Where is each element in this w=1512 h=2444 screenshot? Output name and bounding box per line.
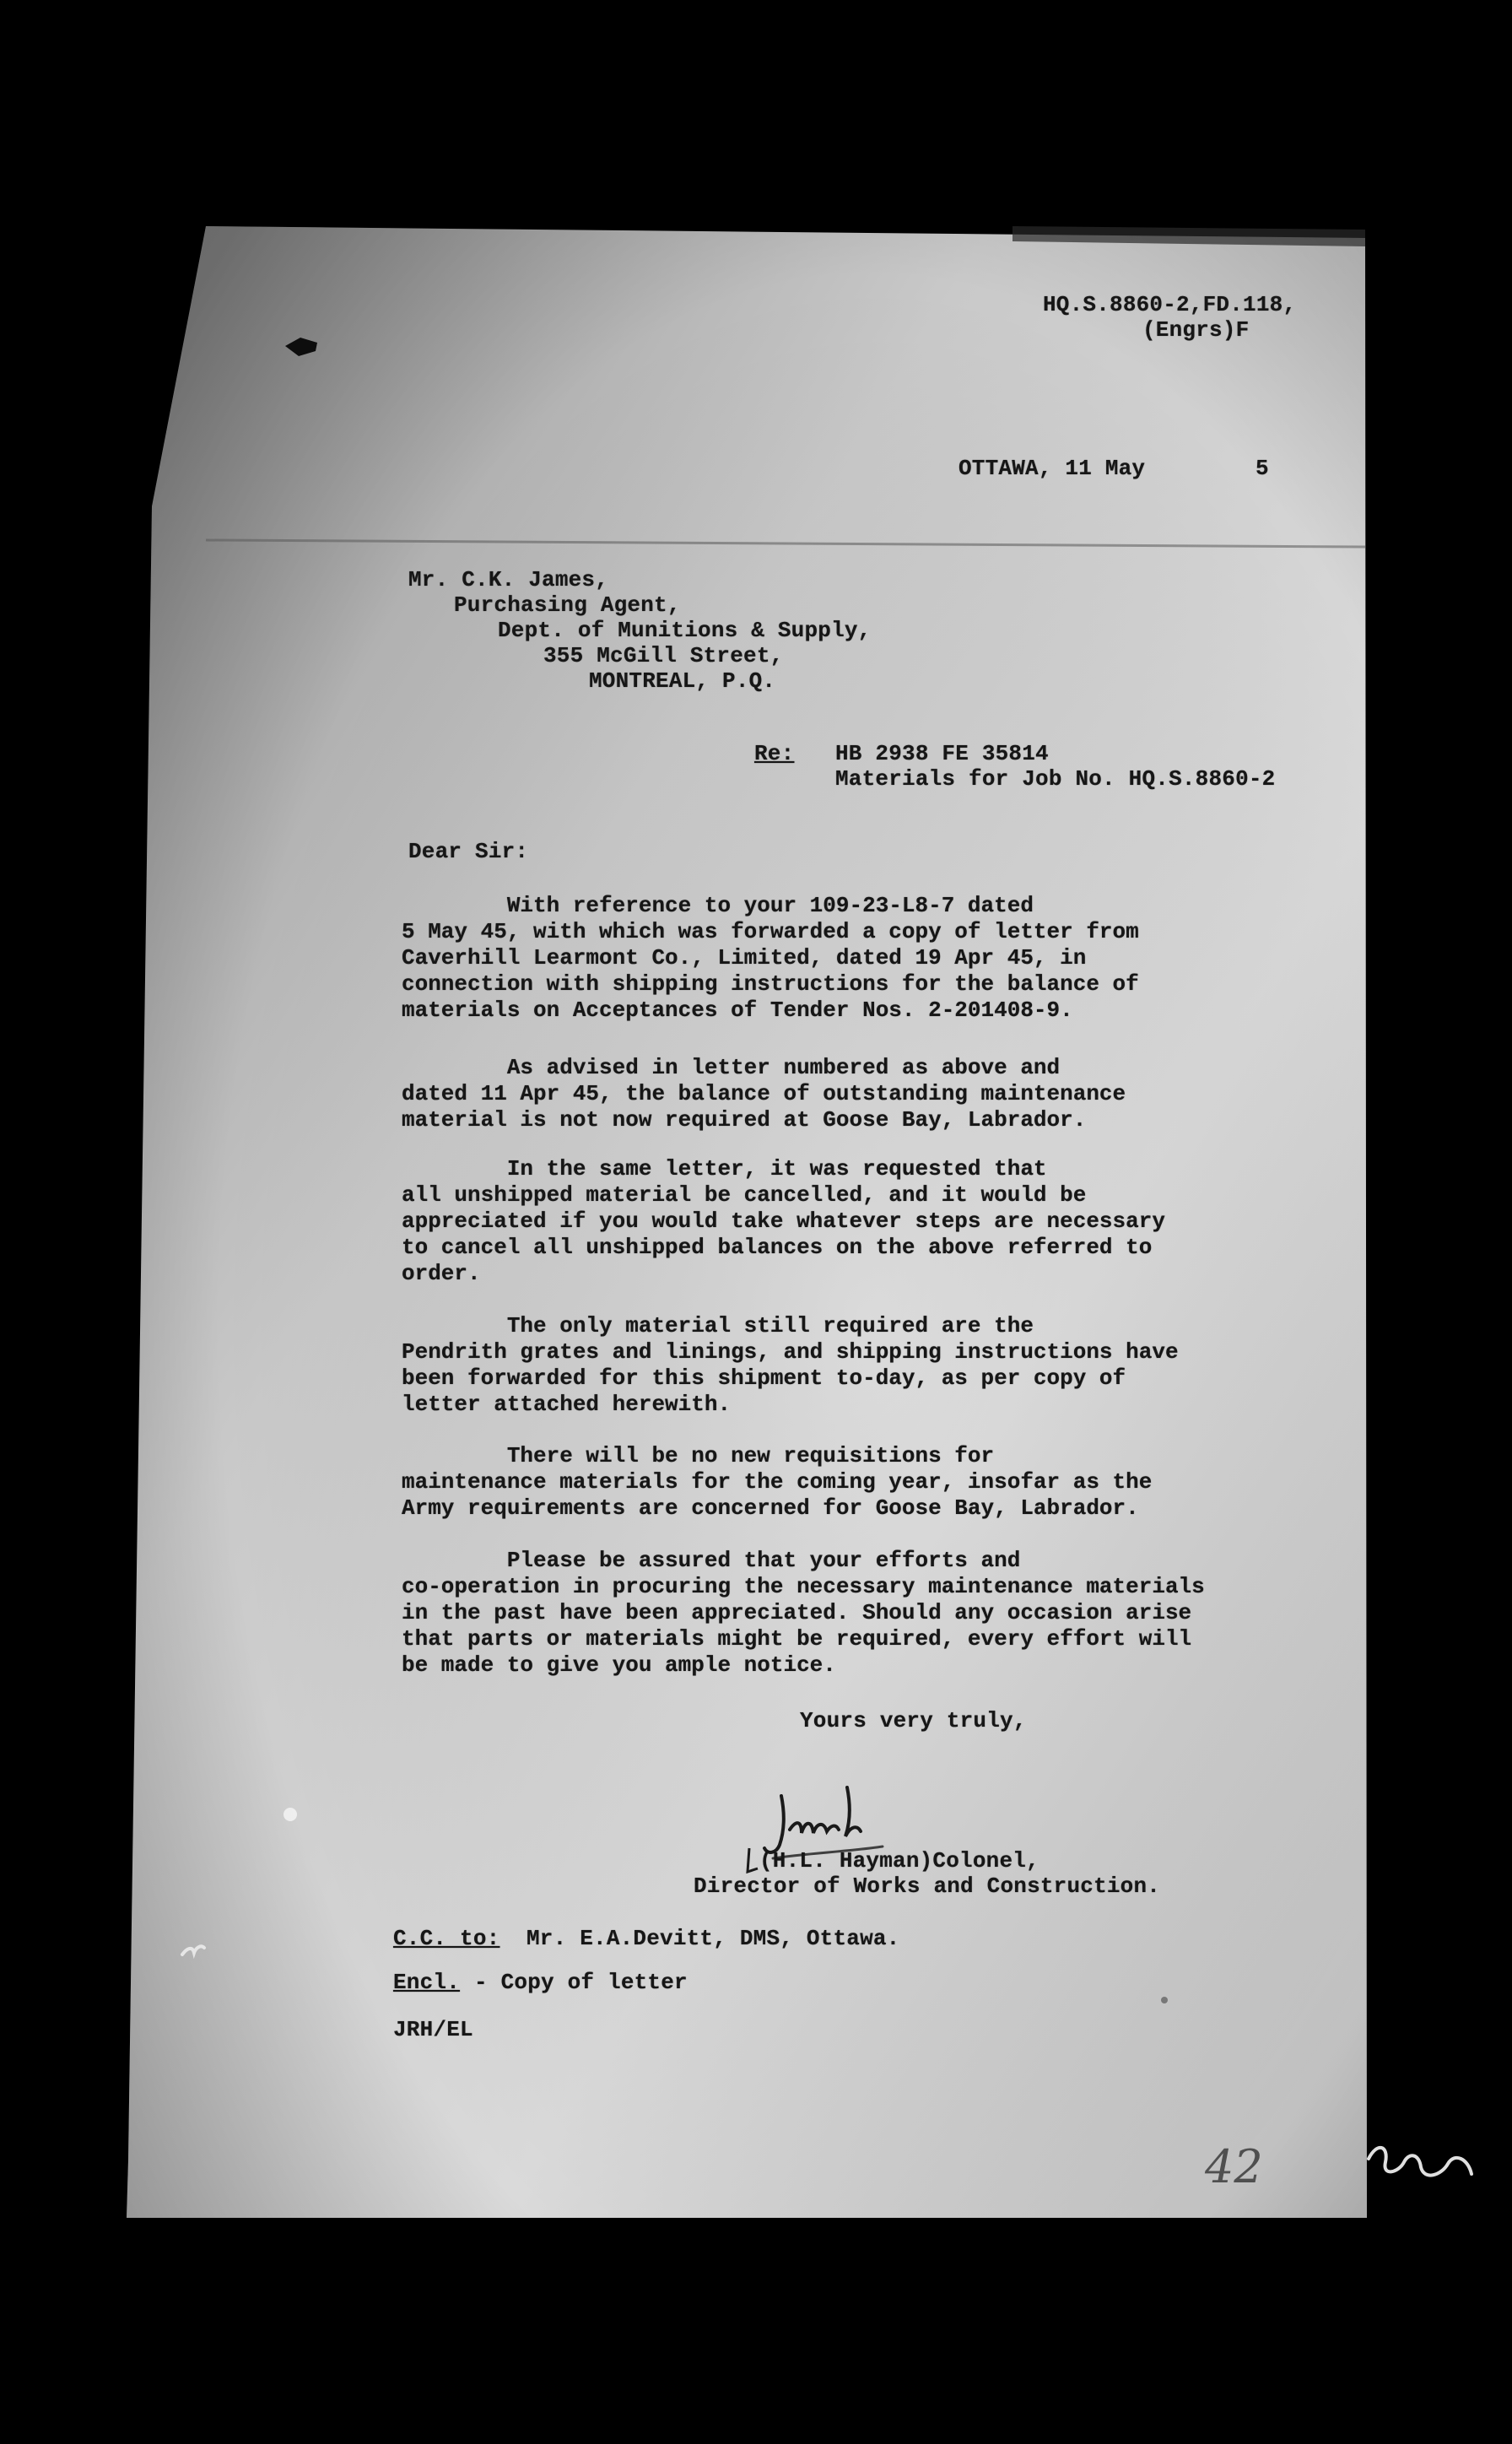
subject-materials: Materials for Job No. HQ.S.8860-2 xyxy=(835,766,1276,792)
punch-mark-icon xyxy=(284,334,321,364)
place-date: OTTAWA, 11 May xyxy=(958,456,1146,481)
body-line: With reference to your 109-23-L8-7 dated xyxy=(402,893,1034,918)
body-line: connection with shipping instructions for the balance of xyxy=(402,971,1139,997)
body-line: Pendrith grates and linings, and shipping instructions have xyxy=(402,1339,1179,1365)
margin-checkmark xyxy=(179,1939,208,1969)
body-paragraph-5 xyxy=(402,1443,1313,1522)
body-line: been forwarded for this shipment to-day, as per copy of xyxy=(402,1365,1126,1391)
date-year-digit: 5 xyxy=(1256,456,1269,481)
body-line: Army requirements are concerned for Goose Bay, Labrador. xyxy=(402,1495,1139,1521)
body-line: 5 May 45, with which was forwarded a copy of letter from xyxy=(402,919,1139,944)
body-line: to cancel all unshipped balances on the above referred to xyxy=(402,1235,1153,1260)
body-line: order. xyxy=(402,1261,481,1286)
body-line: In the same letter, it was requested that xyxy=(402,1156,1047,1181)
signatory-title: Director of Works and Construction. xyxy=(694,1874,1161,1899)
body-paragraph-2 xyxy=(402,1055,1313,1133)
body-line: all unshipped material be cancelled, and it would be xyxy=(402,1182,1087,1208)
salutation: Dear Sir: xyxy=(408,839,529,864)
body-paragraph-3 xyxy=(402,1156,1313,1287)
addressee-title: Purchasing Agent, xyxy=(454,592,681,618)
body-line: The only material still required are the xyxy=(402,1313,1034,1338)
cc-label: C.C. to: xyxy=(393,1926,500,1951)
body-line: co-operation in procuring the necessary maintenance materials xyxy=(402,1574,1205,1599)
body-line: As advised in letter numbered as above and xyxy=(402,1055,1061,1080)
file-reference-line1: HQ.S.8860-2,FD.118, xyxy=(1043,292,1297,317)
body-line: maintenance materials for the coming year, insofar as the xyxy=(402,1469,1153,1495)
closing: Yours very truly, xyxy=(800,1708,1027,1733)
body-line: dated 11 Apr 45, the balance of outstanding maintenance xyxy=(402,1081,1126,1106)
signatory-name: (H.L. Hayman)Colonel, xyxy=(759,1848,1040,1874)
edge-scribble xyxy=(1360,2133,1478,2214)
page-number-text: 42 xyxy=(1205,2140,1263,2193)
body-line: in the past have been appreciated. Should any occasion arise xyxy=(402,1600,1192,1625)
body-line: material is not now required at Goose Bay, Labrador. xyxy=(402,1107,1087,1133)
typist-initials: JRH/EL xyxy=(393,2017,473,2042)
body-line: that parts or materials might be required, every effort will xyxy=(402,1626,1192,1652)
body-line: There will be no new requisitions for xyxy=(402,1443,995,1468)
body-line: appreciated if you would take whatever steps are necessary xyxy=(402,1208,1165,1234)
body-line: be made to give you ample notice. xyxy=(402,1652,836,1678)
file-reference-line2: (Engrs)F xyxy=(1142,317,1250,343)
handwritten-page-number xyxy=(1202,2138,1277,2202)
body-paragraph-6 xyxy=(402,1548,1313,1679)
re-label: Re: xyxy=(754,741,795,766)
body-paragraph-4 xyxy=(402,1313,1313,1418)
addressee-city: MONTREAL, P.Q. xyxy=(589,668,776,694)
enclosure-text: - Copy of letter xyxy=(474,1970,688,1995)
body-line: letter attached herewith. xyxy=(402,1392,732,1417)
subject-reference: HB 2938 FE 35814 xyxy=(835,741,1049,766)
body-line: Caverhill Learmont Co., Limited, dated 19 Apr 45, in xyxy=(402,945,1087,971)
addressee-name: Mr. C.K. James, xyxy=(408,567,609,592)
body-line: Please be assured that your efforts and xyxy=(402,1548,1021,1573)
addressee-street: 355 McGill Street, xyxy=(543,643,784,668)
addressee-department: Dept. of Munitions & Supply, xyxy=(498,618,872,643)
cc-recipient: Mr. E.A.Devitt, DMS, Ottawa. xyxy=(526,1926,900,1951)
body-line: materials on Acceptances of Tender Nos. 2-201408-9. xyxy=(402,998,1073,1023)
enclosure-label: Encl. xyxy=(393,1970,461,1995)
body-paragraph-1 xyxy=(402,893,1313,1024)
